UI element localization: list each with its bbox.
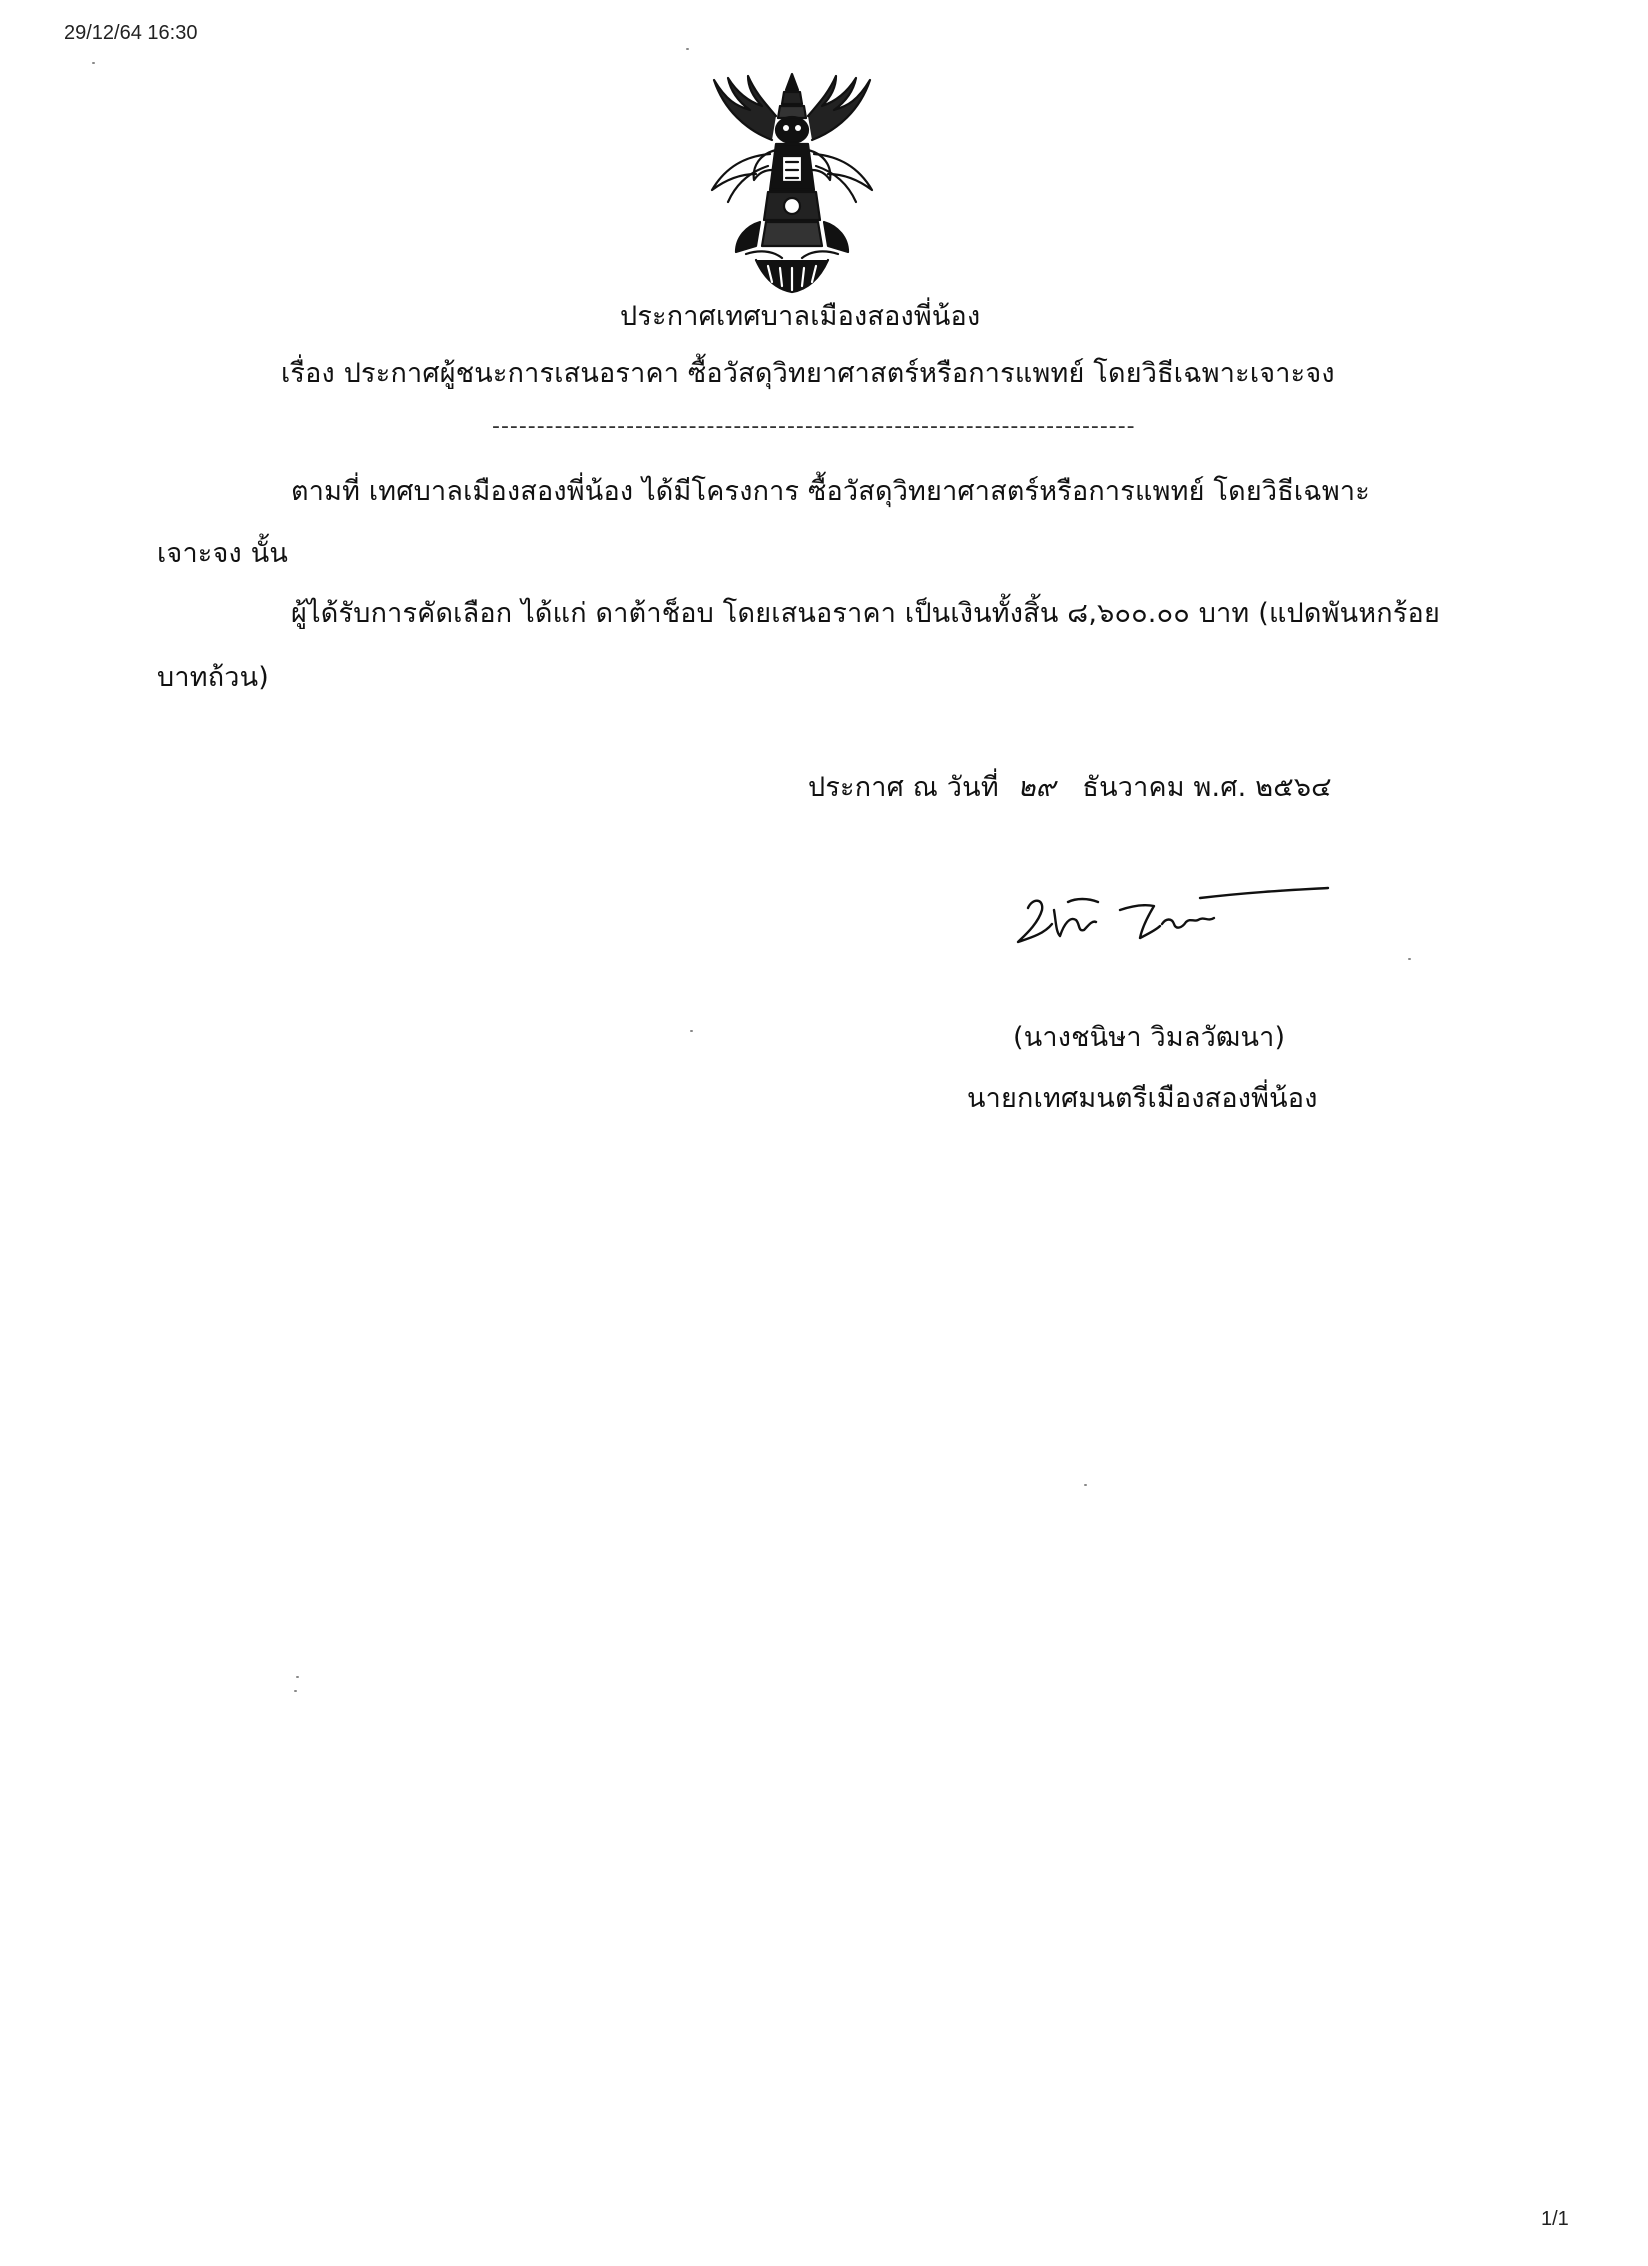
title-separator: ------------------------------------------------------------------------	[492, 414, 1136, 439]
announcement-date	[808, 774, 1332, 801]
announcement-heading: ประกาศเทศบาลเมืองสองพี่น้อง	[620, 301, 981, 332]
date-prefix: ประกาศ ณ วันที่	[808, 772, 999, 803]
signatory-name: (นางชนิษา วิมลวัฒนา)	[1013, 1022, 1286, 1053]
signature-mark	[1010, 880, 1340, 960]
paragraph-2-line-2: บาทถ้วน)	[157, 662, 269, 693]
announcement-subject: เรื่อง ประกาศผู้ชนะการเสนอราคา ซื้อวัสดุวิทยาศาสตร์หรือการแพทย์ โดยวิธีเฉพาะเจาะจง	[281, 358, 1335, 389]
page-number: 1/1	[1541, 2208, 1569, 2230]
garuda-emblem-icon	[706, 70, 878, 296]
date-day: ๒๙	[1017, 772, 1056, 803]
paragraph-1-line-2: เจาะจง นั้น	[157, 538, 289, 569]
date-month-year: ธันวาคม พ.ศ. ๒๕๖๔	[1082, 772, 1332, 803]
paragraph-2-line-1: ผู้ได้รับการคัดเลือก ได้แก่ ดาต้าช็อบ โดยเสนอราคา เป็นเงินทั้งสิ้น ๘,๖๐๐.๐๐ บาท (แปดพันหกร้อย	[291, 598, 1440, 629]
print-timestamp: 29/12/64 16:30	[64, 22, 198, 44]
paragraph-1-line-1: ตามที่ เทศบาลเมืองสองพี่น้อง ได้มีโครงการ ซื้อวัสดุวิทยาศาสตร์หรือการแพทย์ โดยวิธีเฉพาะ	[291, 476, 1370, 507]
signatory-position: นายกเทศมนตรีเมืองสองพี่น้อง	[967, 1083, 1318, 1114]
